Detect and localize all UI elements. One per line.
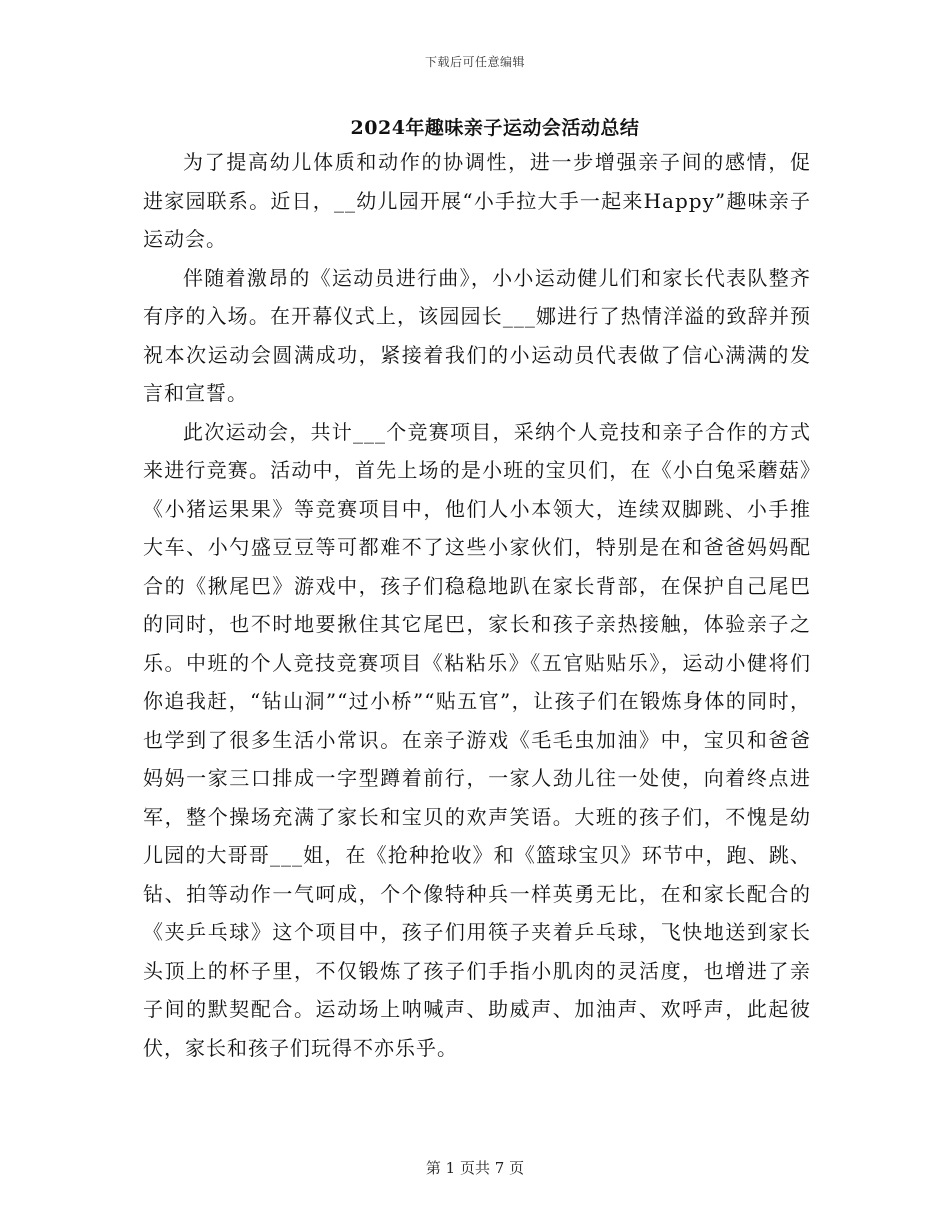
header-note: 下载后可任意编辑	[424, 55, 525, 69]
document-body	[143, 143, 811, 1067]
paragraph-2: 伴随着激昂的《运动员进行曲》，小小运动健儿们和家长代表队整齐有序的入场。在开幕仪式上，该园园长___娜进行了热情洋溢的致辞并预祝本次运动会圆满成功，紧接着我们的小运动员代表做了信心满满的发言和宣誓。	[143, 265, 811, 405]
paragraph-3: 此次运动会，共计___个竞赛项目，采纳个人竞技和亲子合作的方式来进行竞赛。活动中，首先上场的是小班的宝贝们，在《小白兔采蘑菇》《小猪运果果》等竞赛项目中，他们人小本领大，连续双脚跳、小手推大车、小勺盛豆豆等可都难不了这些小家伙们，特别是在和爸爸妈妈配合的《揪尾巴》游戏中，孩子们稳稳地趴在家长背部，在保护自己尾巴的同时，也不时地要揪住其它尾巴，家长和孩子亲热接触，体验亲子之乐。中班的个人竞技竞赛项目《粘粘乐》《五官贴贴乐》，运动小健将们你追我赶，“钻山洞”“过小桥”“贴五官”，让孩子们在锻炼身体的同时，也学到了很多生活小常识。在亲子游戏《毛毛虫加油》中，宝贝和爸爸妈妈一家三口排成一字型蹲着前行，一家人劲儿往一处使，向着终点进军，整个操场充满了家长和宝贝的欢声笑语。大班的孩子们，不愧是幼儿园的大哥哥___姐，在《抢种抢收》和《篮球宝贝》环节中，跑、跳、钻、拍等动作一气呵成，个个像特种兵一样英勇无比，在和家长配合的《夹乒乓球》这个项目中，孩子们用筷子夹着乒乓球，飞快地送到家长头顶上的杯子里，不仅锻炼了孩子们手指小肌肉的灵活度，也增进了亲子间的默契配合。运动场上呐喊声、助威声、加油声、欢呼声，此起彼伏，家长和孩子们玩得不亦乐乎。	[143, 419, 811, 1060]
paragraph-1: 为了提高幼儿体质和动作的协调性，进一步增强亲子间的感情，促进家园联系。近日，__幼儿园开展“小手拉大手一起来Happy”趣味亲子运动会。	[143, 150, 811, 251]
document-title: 2024年趣味亲子运动会活动总结	[350, 117, 640, 139]
page-number-footer: 第 1 页共 7 页	[425, 1159, 525, 1177]
